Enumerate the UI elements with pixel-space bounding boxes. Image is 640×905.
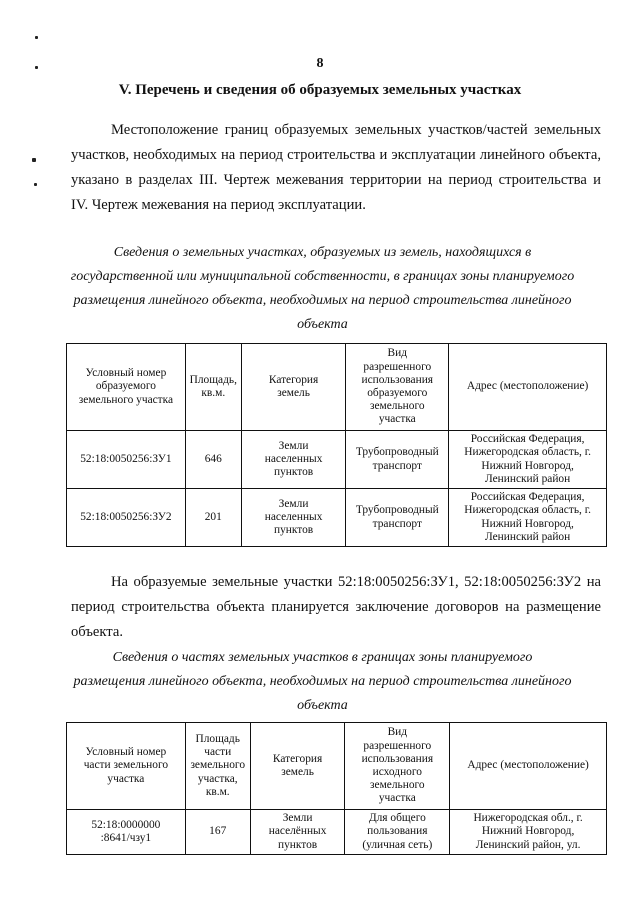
agreement-line: На образуемые земельные участки 52:18:0050256:ЗУ1, 52:18:0050256:ЗУ2 на: [111, 574, 601, 590]
header-cell: Адрес (местоположение): [450, 723, 607, 810]
table-row: [67, 810, 607, 855]
header-cell: Категория земель: [241, 344, 346, 431]
caption-plot-parts: [60, 646, 585, 718]
caption-line: Сведения о частях земельных участков в границах зоны планируемого: [112, 650, 533, 665]
cell-area: 646: [185, 431, 241, 489]
header-cell: Вид разрешенного использования образуемого земельного участка: [346, 344, 449, 431]
intro-line: IV. Чертеж межевания на период эксплуатации.: [71, 197, 366, 213]
plot-parts-table: [66, 722, 607, 855]
caption-line: объекта: [297, 698, 348, 713]
agreement-line: период строительства объекта планируется заключение договоров на размещение: [71, 599, 601, 615]
caption-line: размещения линейного объекта, необходимых на период строительства линейного: [73, 293, 572, 308]
cell-part-number: 52:18:0000000 :8641/чзу1: [67, 810, 186, 855]
intro-line: Местоположение границ образуемых земельных участков/частей земельных: [111, 122, 601, 138]
scan-speck: [34, 183, 37, 186]
cell-plot-number: 52:18:0050256:ЗУ2: [67, 489, 186, 547]
header-cell: Условный номер образуемого земельного участка: [67, 344, 186, 431]
header-cell: Площадь части земельного участка, кв.м.: [185, 723, 250, 810]
cell-address: Нижегородская обл., г. Нижний Новгород, Ленинский район, ул.: [450, 810, 607, 855]
cell-address: Российская Федерация, Нижегородская область, г. Нижний Новгород, Ленинский район: [449, 431, 607, 489]
cell-category: Земли населенных пунктов: [241, 431, 346, 489]
cell-permitted-use: Трубопроводный транспорт: [346, 489, 449, 547]
caption-land-plots: [60, 241, 585, 337]
cell-plot-number: 52:18:0050256:ЗУ1: [67, 431, 186, 489]
cell-address: Российская Федерация, Нижегородская область, г. Нижний Новгород, Ленинский район: [449, 489, 607, 547]
section-heading: V. Перечень и сведения об образуемых земельных участках: [118, 82, 522, 98]
table-row: [67, 489, 607, 547]
header-cell: Категория земель: [250, 723, 345, 810]
intro-line: участков, необходимых на период строительства и эксплуатации линейного объекта,: [71, 147, 601, 163]
cell-category: Земли населённых пунктов: [250, 810, 345, 855]
land-plots-table: [66, 343, 607, 547]
header-cell: Вид разрешенного использования исходного земельного участка: [345, 723, 450, 810]
table-row: [67, 431, 607, 489]
caption-line: государственной или муниципальной собственности, в границах зоны планируемого: [70, 269, 575, 284]
caption-line: объекта: [297, 317, 348, 332]
scan-speck: [32, 158, 36, 162]
scan-speck: [35, 66, 38, 69]
table-header-row: [67, 344, 607, 431]
caption-line: размещения линейного объекта, необходимых на период строительства линейного: [73, 674, 572, 689]
page-number: 8: [316, 56, 324, 71]
cell-area: 167: [185, 810, 250, 855]
caption-line: Сведения о земельных участках, образуемых из земель, находящихся в: [113, 245, 532, 260]
intro-line: указано в разделах III. Чертеж межевания территории на период строительства и: [71, 172, 601, 188]
scan-speck: [35, 36, 38, 39]
table-header-row: [67, 723, 607, 810]
cell-permitted-use: Для общего пользования (уличная сеть): [345, 810, 450, 855]
agreement-paragraph: [71, 570, 601, 645]
agreement-line: объекта.: [71, 624, 123, 640]
cell-category: Земли населенных пунктов: [241, 489, 346, 547]
header-cell: Условный номер части земельного участка: [67, 723, 186, 810]
intro-paragraph: [71, 118, 601, 218]
header-cell: Площадь, кв.м.: [185, 344, 241, 431]
cell-area: 201: [185, 489, 241, 547]
header-cell: Адрес (местоположение): [449, 344, 607, 431]
cell-permitted-use: Трубопроводный транспорт: [346, 431, 449, 489]
